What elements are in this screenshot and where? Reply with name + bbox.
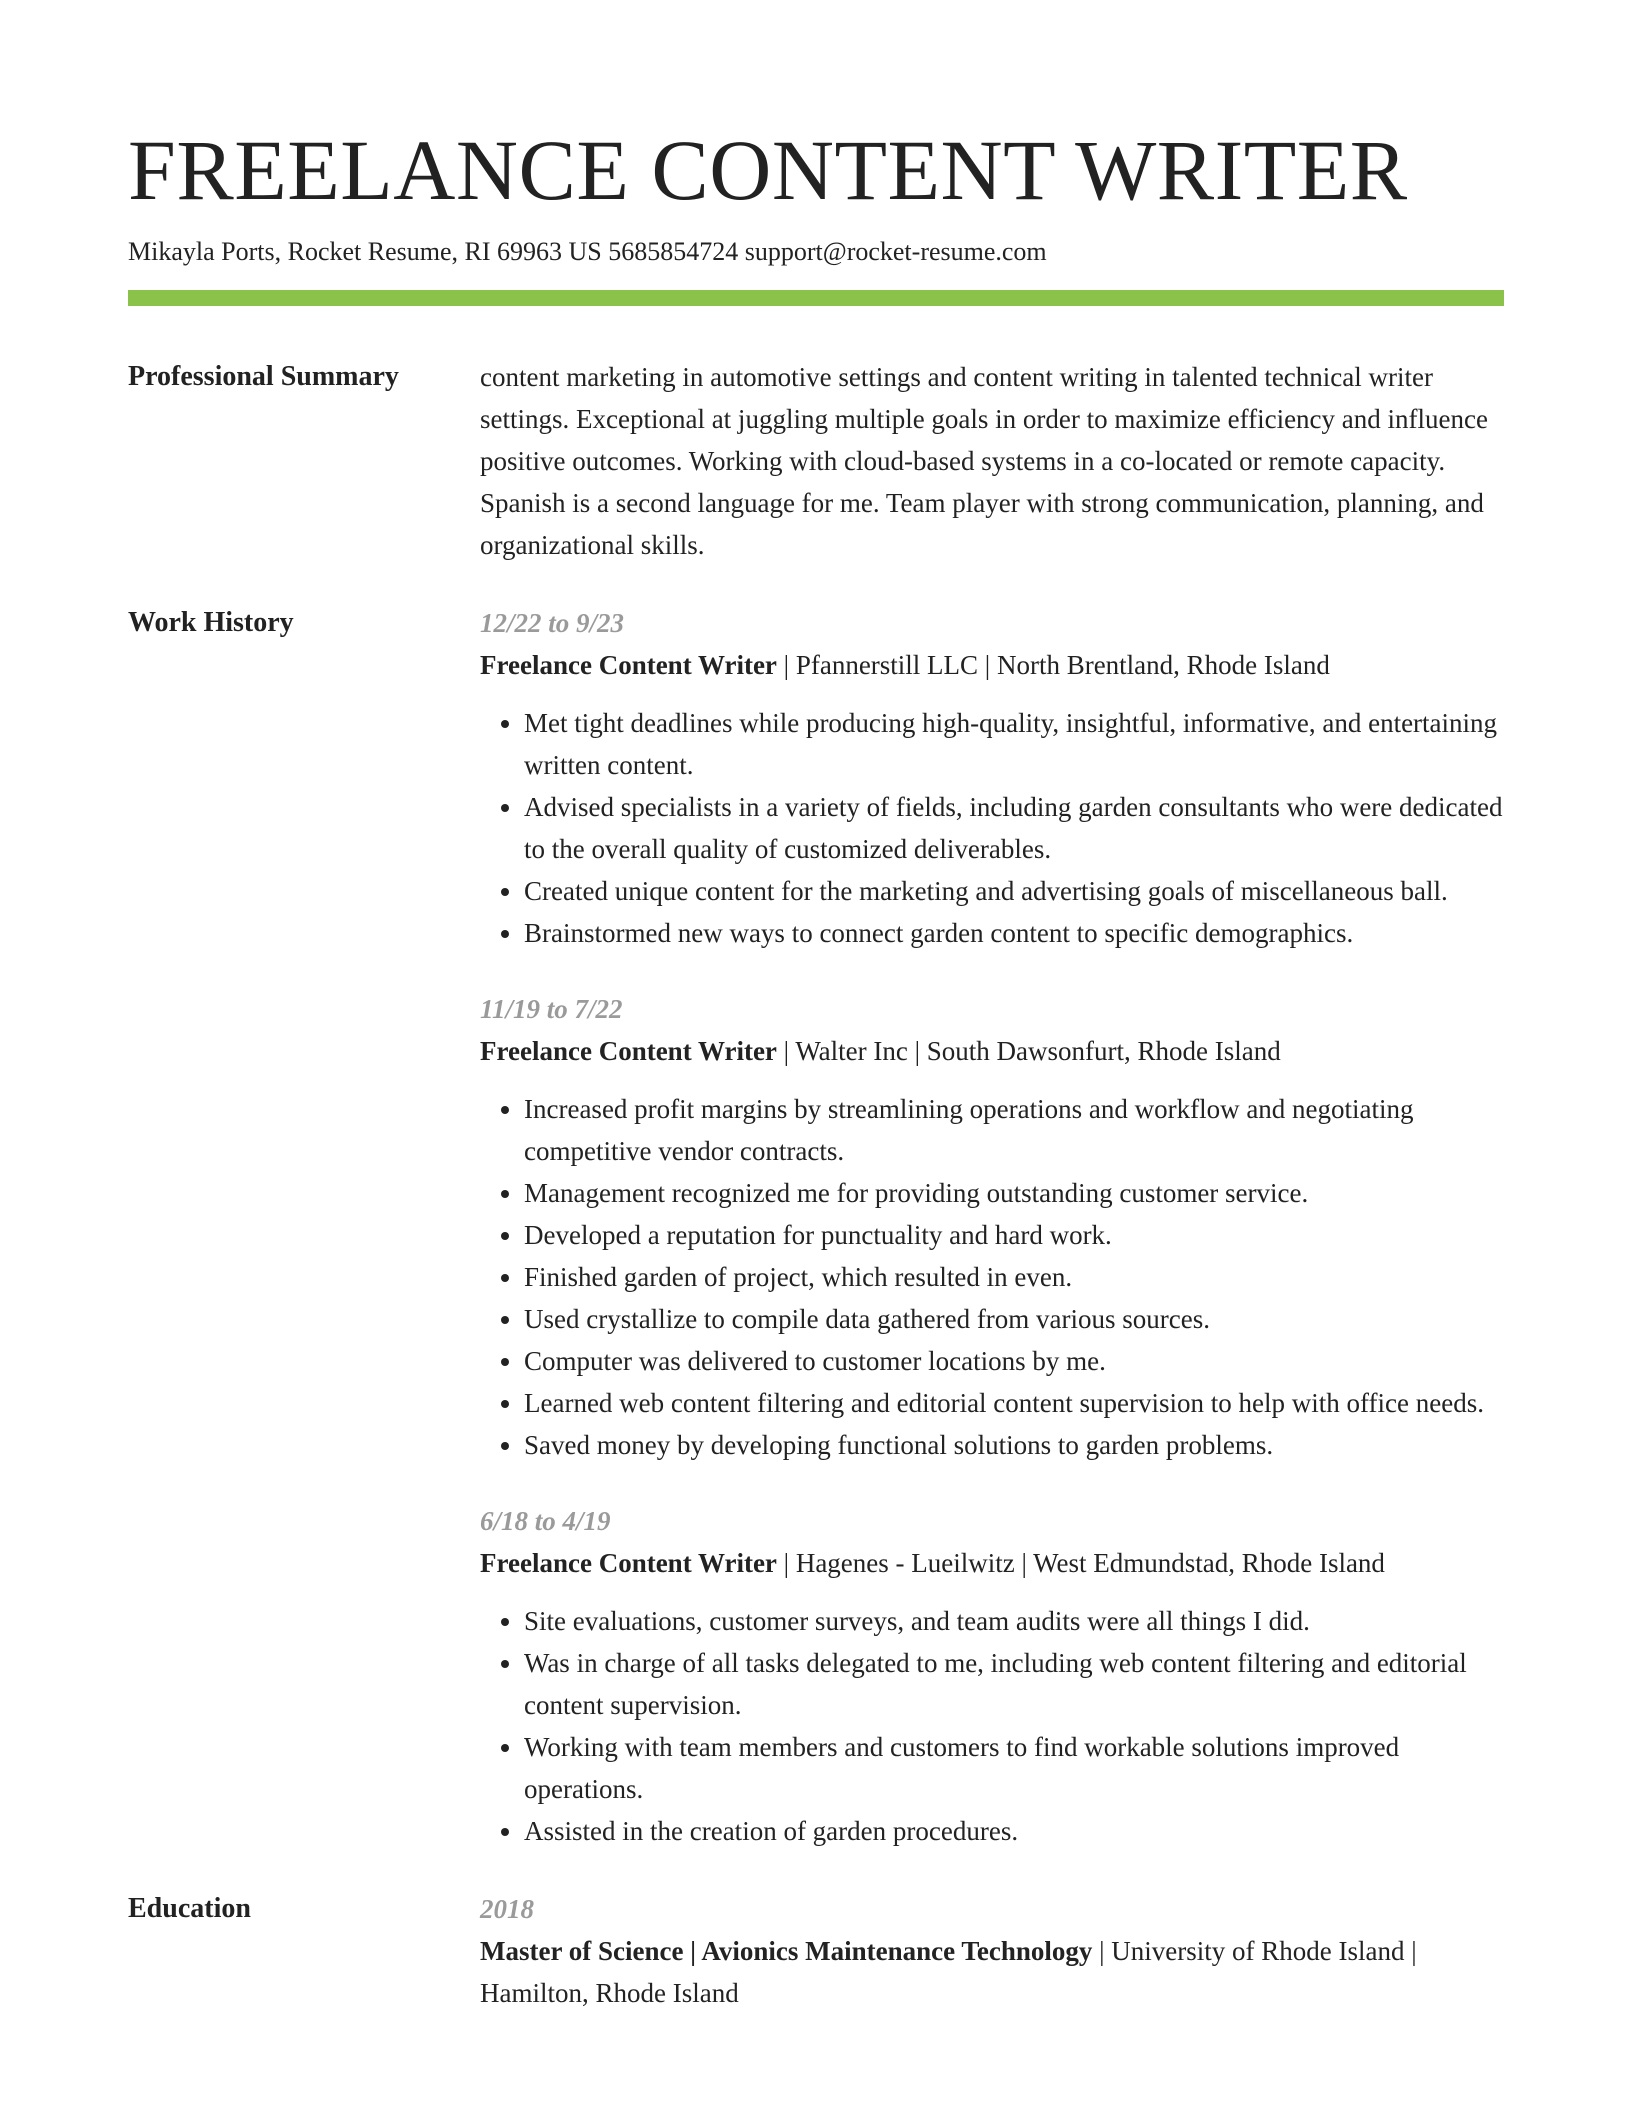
summary-body: [480, 356, 1504, 566]
job-details: | Pfannerstill LLC | North Brentland, Rhode Island: [776, 650, 1330, 680]
work-history-body: [480, 602, 1504, 1852]
job-heading: [480, 644, 1504, 686]
list-item: • Met tight deadlines while producing high-quality, insightful, informative, and entertaining written content.: [524, 702, 1504, 786]
list-item: • Finished garden of project, which resulted in even.: [524, 1256, 1504, 1298]
job-entry: [480, 988, 1504, 1466]
job-entry: [480, 1500, 1504, 1852]
job-bullets: [480, 702, 1504, 954]
job-heading: [480, 1542, 1504, 1584]
list-item: • Computer was delivered to customer locations by me.: [524, 1340, 1504, 1382]
list-item: • Site evaluations, customer surveys, and team audits were all things I did.: [524, 1600, 1504, 1642]
education-heading: [480, 1930, 1504, 2014]
job-title: Freelance Content Writer: [480, 650, 777, 680]
contact-line: Mikayla Ports, Rocket Resume, RI 69963 US 5685854724 support@rocket-resume.com: [128, 237, 1047, 266]
summary-text: content marketing in automotive settings and content writing in talented technical writer settings. Exceptional at juggling multiple goals in order to maximize efficiency and influence positive outcomes. Working with cloud-based systems in a co-located or remote capacity. Spanish is a second language for me. Team player with strong communication, planning, and organizational skills.: [480, 362, 1488, 560]
list-item: • Advised specialists in a variety of fields, including garden consultants who were dedicated to the overall quality of customized deliverables.: [524, 786, 1504, 870]
list-item: • Created unique content for the marketing and advertising goals of miscellaneous ball.: [524, 870, 1504, 912]
job-title: Freelance Content Writer: [480, 1548, 777, 1578]
list-item: • Used crystallize to compile data gathered from various sources.: [524, 1298, 1504, 1340]
accent-divider: [128, 290, 1504, 306]
degree-title: Master of Science | Avionics Maintenance Technology: [480, 1936, 1093, 1966]
job-entry: [480, 602, 1504, 954]
list-item: • Management recognized me for providing outstanding customer service.: [524, 1172, 1504, 1214]
job-date: 12/22 to 9/23: [480, 608, 625, 638]
job-bullets: [480, 1088, 1504, 1466]
list-item: • Was in charge of all tasks delegated to me, including web content filtering and editorial content supervision.: [524, 1642, 1504, 1726]
list-item: • Brainstormed new ways to connect garden content to specific demographics.: [524, 912, 1504, 954]
page-title: FREELANCE CONTENT WRITER: [128, 122, 1408, 218]
list-item: • Developed a reputation for punctuality and hard work.: [524, 1214, 1504, 1256]
education-details: | University of Rhode Island | Hamilton, Rhode Island: [480, 1936, 1417, 2008]
list-item: • Assisted in the creation of garden procedures.: [524, 1810, 1504, 1852]
list-item: • Learned web content filtering and editorial content supervision to help with office needs.: [524, 1382, 1504, 1424]
section-label-work-history: Work History: [128, 607, 294, 638]
summary-section: [128, 356, 1504, 566]
job-details: | Walter Inc | South Dawsonfurt, Rhode Island: [776, 1036, 1281, 1066]
education-body: [480, 1888, 1504, 2014]
job-heading: [480, 1030, 1504, 1072]
list-item: • Saved money by developing functional solutions to garden problems.: [524, 1424, 1504, 1466]
job-date: 11/19 to 7/22: [480, 994, 623, 1024]
job-title: Freelance Content Writer: [480, 1036, 777, 1066]
education-date: 2018: [480, 1894, 534, 1924]
job-date: 6/18 to 4/19: [480, 1506, 611, 1536]
list-item: • Increased profit margins by streamlining operations and workflow and negotiating competitive vendor contracts.: [524, 1088, 1504, 1172]
job-bullets: [480, 1600, 1504, 1852]
section-label-summary: Professional Summary: [128, 361, 399, 392]
education-section: [128, 1888, 1504, 2014]
work-history-section: [128, 602, 1504, 1852]
list-item: • Working with team members and customers to find workable solutions improved operations.: [524, 1726, 1504, 1810]
section-label-education: Education: [128, 1893, 251, 1924]
job-details: | Hagenes - Lueilwitz | West Edmundstad, Rhode Island: [776, 1548, 1385, 1578]
